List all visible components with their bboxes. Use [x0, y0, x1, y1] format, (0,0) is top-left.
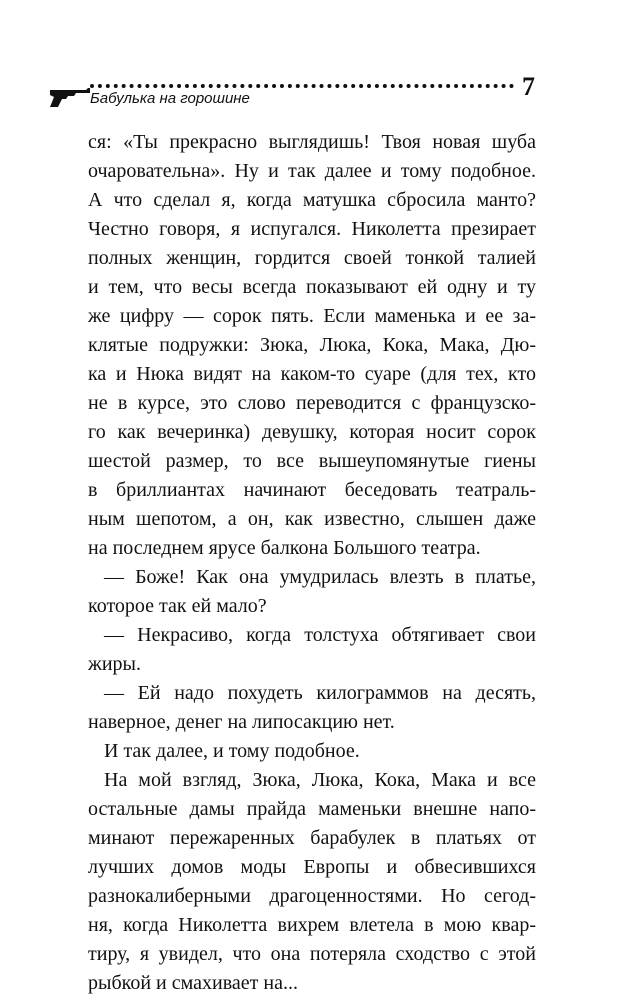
text-line: На мой взгляд, Зюка, Люка, Кока, Мака и все: [104, 769, 536, 791]
text-line: ным шепотом, а он, как известно, слышен даже: [88, 508, 536, 530]
text-line: наверное, денег на липосакцию нет.: [88, 711, 395, 733]
text-line: остальные дамы прайда маменьки внешне напо-: [88, 798, 536, 820]
text-line: минают пережаренных барабулек в платьях от: [88, 827, 536, 849]
text-line: А что сделал я, когда матушка сбросила манто?: [88, 189, 536, 211]
text-line: И так далее, и тому подобное.: [104, 740, 360, 762]
text-line: же цифру — сорок пять. Если маменька и ее за-: [88, 305, 536, 327]
text-line: разнокалиберными драгоценностями. Но сегод-: [88, 885, 536, 907]
text-line: Честно говоря, я испугался. Николетта презирает: [88, 218, 536, 240]
text-line: которое так ей мало?: [88, 595, 267, 617]
text-line: ня, когда Николетта вихрем влетела в мою квар-: [88, 914, 536, 936]
text-line: — Боже! Как она умудрилась влезть в платье,: [104, 566, 536, 588]
header-dotted-rule: [90, 84, 514, 88]
text-line: очаровательна». Ну и так далее и тому подобное.: [88, 160, 536, 182]
running-title: Бабулька на горошине: [90, 90, 250, 107]
text-line: полных женщин, гордится своей тонкой талией: [88, 247, 536, 269]
text-line: ка и Нюка видят на каком-то суаре (для тех, кто: [88, 363, 536, 385]
text-line: — Ей надо похудеть килограммов на десять,: [104, 682, 536, 704]
page-number: 7: [522, 72, 535, 101]
body-text: [88, 128, 536, 998]
text-line: го как вечеринка) девушку, которая носит сорок: [88, 421, 536, 443]
text-line: ся: «Ты прекрасно выглядишь! Твоя новая шуба: [88, 131, 536, 153]
text-line: тиру, я увидел, что она потеряла сходство с этой: [88, 943, 536, 965]
text-line: жиры.: [88, 653, 141, 675]
text-line: и тем, что весы всегда показывают ей одну и ту: [88, 276, 536, 298]
text-line: клятые подружки: Зюка, Люка, Кока, Мака, Дю-: [88, 334, 536, 356]
text-line: не в курсе, это слово переводится с французско-: [88, 392, 536, 414]
text-line: — Некрасиво, когда толстуха обтягивает свои: [104, 624, 536, 646]
text-line: на последнем ярусе балкона Большого театра.: [88, 537, 481, 559]
text-line: рыбкой и смахивает на...: [88, 972, 298, 994]
text-line: лучших домов моды Европы и обвесившихся: [88, 856, 536, 878]
revolver-icon: [46, 86, 92, 108]
page-header: [46, 74, 586, 114]
text-line: в бриллиантах начинают беседовать театраль-: [88, 479, 536, 501]
text-line: шестой размер, то все вышеупомянутые гиены: [88, 450, 536, 472]
